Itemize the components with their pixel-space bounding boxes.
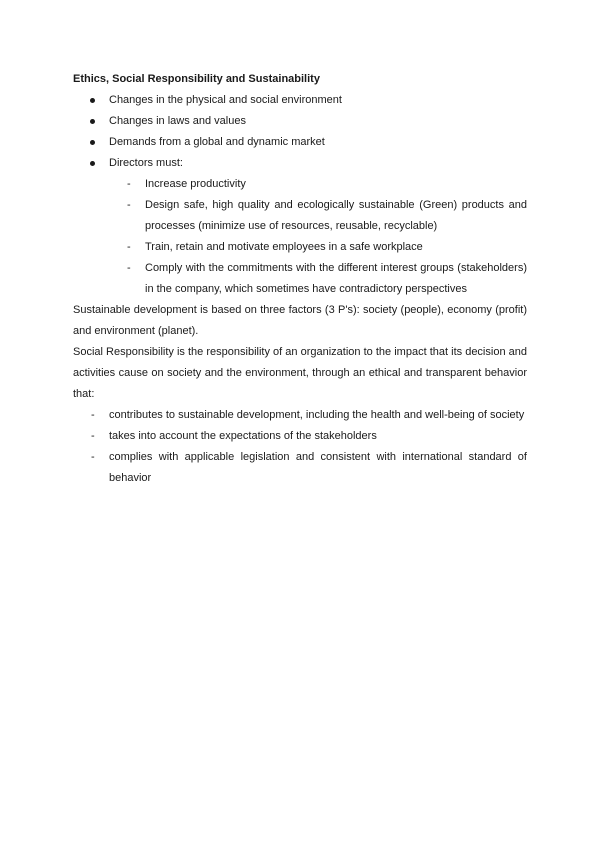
section-title: Ethics, Social Responsibility and Sustainability [73,73,320,85]
bullet-item: Changes in laws and values [73,111,527,132]
dash-icon: - [91,430,95,442]
list-item: - complies with applicable legislation and consistent with international standard of behavior [73,447,527,489]
bullet-icon [90,98,95,103]
list-item: - Increase productivity [109,174,527,195]
document-content [73,69,527,489]
list-item: - Design safe, high quality and ecologically sustainable (Green) products and processes (minimize use of resources, reusable, recyclable) [109,195,527,237]
dash-icon: - [127,241,131,253]
dash-icon: - [127,178,131,190]
bullet-list [73,90,527,174]
dash-icon: - [91,451,95,463]
social-responsibility-paragraph: Social Responsibility is the responsibility of an organization to the impact that its decision and activities cause on society and the environment, through an ethical and transparent behavior that: [73,346,527,400]
bullet-item: Changes in the physical and social environment [73,90,527,111]
bullet-icon [90,161,95,166]
list-item: - takes into account the expectations of the stakeholders [73,426,527,447]
dash-icon: - [91,409,95,421]
bullet-icon [90,119,95,124]
bullet-icon [90,140,95,145]
sustainable-development-paragraph: Sustainable development is based on three factors (3 P's): society (people), economy (profit) and environment (planet). [73,304,527,337]
dash-icon: - [127,199,131,211]
social-responsibility-list [73,405,527,489]
bullet-item: Directors must: [73,153,527,174]
list-item: - Train, retain and motivate employees in a safe workplace [109,237,527,258]
dash-icon: - [127,262,131,274]
list-item: - Comply with the commitments with the different interest groups (stakeholders) in the company, which sometimes have contradictory perspectives [109,258,527,300]
list-item: - contributes to sustainable development, including the health and well-being of society [73,405,527,426]
directors-list [109,174,527,300]
bullet-item: Demands from a global and dynamic market [73,132,527,153]
